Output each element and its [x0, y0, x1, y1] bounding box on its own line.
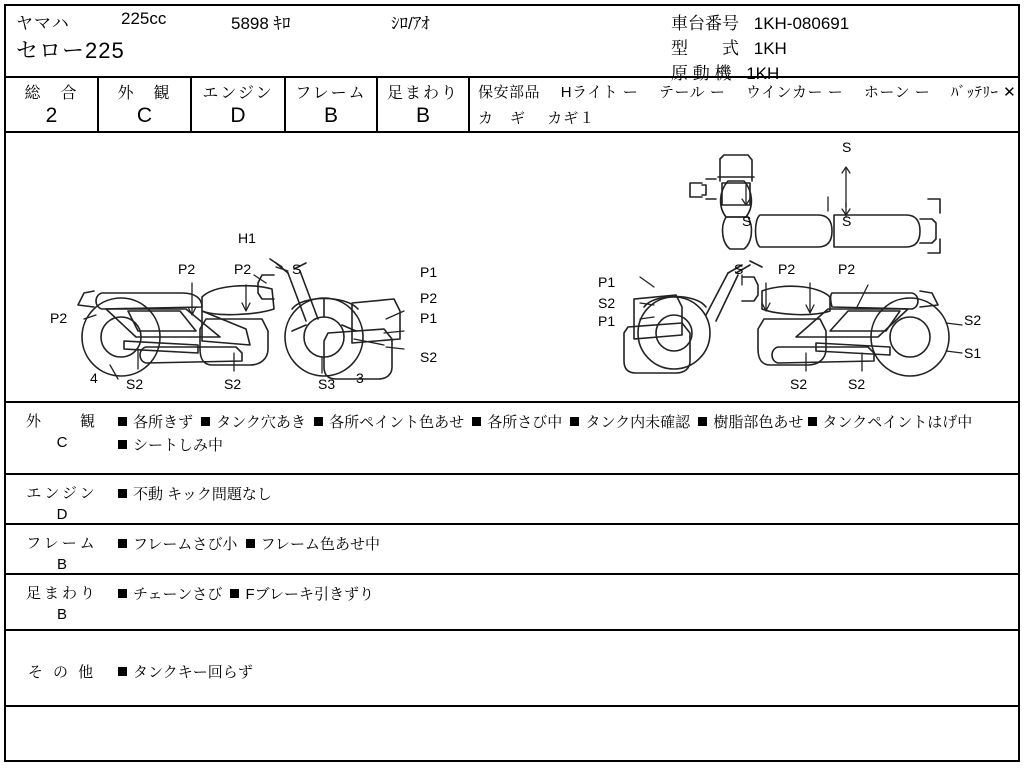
- condition-label-engine: [6, 475, 118, 523]
- diagram-label-r-p2-b: P2: [838, 261, 856, 277]
- bullet-square-icon: [118, 489, 127, 498]
- condition-grade-appearance: C: [56, 434, 68, 451]
- condition-grade-engine: D: [56, 506, 68, 523]
- bullet-square-icon: [570, 417, 579, 426]
- bullet-square-icon: [118, 440, 127, 449]
- safety-item-winker-mark: ー: [827, 84, 844, 101]
- diagram-label-r-p1-a: P1: [598, 274, 616, 290]
- bullet-square-icon: [472, 417, 481, 426]
- key-row: [478, 107, 1018, 128]
- diagram-label-r-s2-c: S2: [790, 376, 808, 392]
- diagram-label-r-s: S: [734, 261, 744, 277]
- grade-value-legs: B: [415, 104, 430, 127]
- diagram-label-r-s1: S1: [964, 345, 982, 361]
- condition-text-engine: [118, 475, 1018, 523]
- body-color: ｼﾛ/ｱｵ: [391, 14, 430, 33]
- diagram-label-p1-a: P1: [420, 264, 438, 280]
- left-side-rear-box: [324, 299, 400, 379]
- key-label: カ ギ: [478, 110, 527, 127]
- condition-label-legs: [6, 575, 118, 629]
- maker-name: ヤマハ: [16, 14, 70, 33]
- bullet-square-icon: [230, 589, 239, 598]
- diagram-label-p2-b: P2: [234, 261, 252, 277]
- condition-label-blank: [6, 707, 118, 760]
- diagram-label-h1: H1: [238, 230, 256, 246]
- condition-grade-legs: B: [56, 606, 67, 623]
- diagram-label-s2-b: S2: [126, 376, 144, 392]
- diagram-label-p1-b: P1: [420, 310, 438, 326]
- cond-item: フレーム色あせ中: [260, 536, 380, 553]
- grade-row: [6, 78, 1018, 133]
- diagram-label-top-s-b: S: [742, 213, 752, 229]
- safety-item-headlight-mark: ー: [622, 84, 639, 101]
- diagram-label-r-s2-a: S2: [598, 295, 616, 311]
- grade-cell-legs: [378, 78, 470, 131]
- cond-item: シートしみ中: [133, 437, 224, 455]
- grade-value-frame: B: [323, 104, 338, 127]
- cond-item: 各所ペイント色あせ: [329, 414, 465, 431]
- condition-text-appearance: [118, 403, 1018, 473]
- cond-item: タンク内未確認: [585, 414, 691, 431]
- condition-label-engine-text: エンジン: [26, 485, 98, 502]
- condition-label-appearance-text: 外 観: [25, 413, 98, 430]
- type-label: 型 式: [671, 39, 739, 58]
- right-side-motorcycle: [624, 261, 949, 376]
- diagram-label-p2-d: P2: [420, 290, 438, 306]
- diagram-label-4: 4: [90, 370, 98, 386]
- diagram-label-r-s2-b: S2: [964, 312, 982, 328]
- cond-item: タンク穴あき: [216, 414, 306, 431]
- safety-item-battery-mark: ✕: [1003, 84, 1017, 101]
- type-row: [671, 34, 787, 59]
- condition-label-frame: [6, 525, 118, 573]
- safety-parts-cell: [470, 78, 1018, 131]
- chassis-number-row: [671, 9, 849, 34]
- grade-cell-engine: [192, 78, 286, 131]
- cond-item: チェーンさび: [133, 586, 223, 603]
- diagram-svg: [6, 133, 1018, 399]
- diagram-label-s2-c: S2: [224, 376, 242, 392]
- bullet-square-icon: [698, 417, 707, 426]
- grade-cell-frame: [286, 78, 378, 131]
- cond-item: 不動 キック問題なし: [133, 486, 272, 503]
- cond-item: フレームさび小: [133, 536, 238, 553]
- header-left: [6, 6, 656, 76]
- top-view-arrows: [742, 167, 850, 217]
- grade-label-total: 総 合: [24, 85, 79, 102]
- bullet-square-icon: [246, 539, 255, 548]
- left-side-motorcycle: [78, 259, 363, 376]
- condition-row-legs: [6, 575, 1018, 631]
- diagram-label-r-p2-a: P2: [778, 261, 796, 277]
- type-value: 1KH: [753, 39, 787, 58]
- grade-value-engine: D: [230, 104, 246, 127]
- header-right: [661, 6, 1021, 83]
- safety-item-headlight-name: Hライト: [560, 84, 619, 101]
- grade-cell-appearance: [99, 78, 192, 131]
- condition-row-frame: [6, 525, 1018, 575]
- condition-row-appearance: [6, 403, 1018, 475]
- diagram-label-3: 3: [356, 370, 364, 386]
- engine-value: 1KH: [746, 64, 780, 83]
- diagram-label-top-s-c: S: [842, 213, 852, 229]
- top-view-motorcycle: [690, 155, 940, 253]
- bullet-square-icon: [118, 539, 127, 548]
- diagram-label-p2-a: P2: [178, 261, 196, 277]
- grade-cell-total: [6, 78, 99, 131]
- condition-text-legs: [118, 575, 1018, 629]
- cond-item: 樹脂部色あせ: [713, 414, 804, 431]
- condition-label-appearance: [6, 403, 118, 473]
- diagram-label-p2-c: P2: [50, 310, 68, 326]
- grade-label-appearance: 外 観: [117, 85, 172, 102]
- diagram-label-r-p1-b: P1: [598, 313, 616, 329]
- diagram-label-r-s2-d: S2: [848, 376, 866, 392]
- bullet-square-icon: [201, 417, 210, 426]
- bullet-square-icon: [808, 417, 817, 426]
- cond-item: タンクペイントはげ中: [822, 414, 973, 431]
- cond-item: Fブレーキ引きずり: [245, 586, 375, 603]
- condition-label-frame-text: フレーム: [26, 535, 98, 552]
- model-name: セロー225: [16, 38, 125, 63]
- safety-item-horn-name: ホーン: [863, 84, 911, 101]
- condition-text-other: [118, 631, 1018, 705]
- grade-label-frame: フレーム: [295, 85, 367, 102]
- diagram-label-s3: S3: [318, 376, 336, 392]
- condition-label-other: [6, 631, 118, 705]
- grade-label-legs: 足まわり: [386, 85, 459, 102]
- inspection-sheet: [4, 4, 1020, 762]
- header: [6, 6, 1018, 83]
- condition-row-other: [6, 631, 1018, 707]
- condition-text-blank: [118, 707, 1018, 760]
- safety-item-taillight-mark: ー: [709, 84, 726, 101]
- condition-table: [6, 403, 1018, 760]
- safety-item-horn-mark: ー: [914, 84, 931, 101]
- diagram-label-top-s-a: S: [842, 139, 852, 155]
- grade-label-engine: エンジン: [202, 85, 274, 102]
- condition-text-frame: [118, 525, 1018, 573]
- grade-value-total: 2: [45, 104, 58, 127]
- bullet-square-icon: [314, 417, 323, 426]
- cond-item: 各所きず: [133, 414, 194, 431]
- condition-label-other-text: そ の 他: [27, 664, 97, 681]
- bullet-square-icon: [118, 589, 127, 598]
- cond-item: 各所さび中: [487, 414, 563, 431]
- condition-row-engine: [6, 475, 1018, 525]
- grade-value-appearance: C: [136, 104, 153, 127]
- cond-item: タンクキー回らず: [133, 664, 253, 681]
- damage-diagram: [6, 133, 1018, 403]
- condition-grade-frame: B: [56, 556, 67, 573]
- chassis-number-value: 1KH-080691: [753, 14, 850, 33]
- bullet-square-icon: [118, 667, 127, 676]
- key-value: カギ１: [547, 110, 596, 127]
- left-side-arrows: [84, 267, 404, 379]
- safety-parts-title: 保安部品: [478, 84, 541, 101]
- safety-item-battery-name: ﾊﾞｯﾃﾘｰ: [950, 84, 999, 101]
- safety-item-winker-name: ウインカー: [746, 84, 824, 101]
- engine-row: [671, 59, 779, 84]
- diagram-label-s2-a: S2: [420, 349, 438, 365]
- displacement: 225cc: [121, 9, 167, 28]
- condition-label-legs-text: 足まわり: [25, 585, 98, 602]
- safety-item-taillight-name: テール: [658, 84, 706, 101]
- chassis-number-label: 車台番号: [671, 14, 739, 33]
- engine-label: 原 動 機: [671, 64, 732, 83]
- safety-parts-row: [478, 81, 1018, 102]
- mileage: 5898 ｷﾛ: [231, 14, 291, 33]
- condition-row-blank: [6, 707, 1018, 760]
- bullet-square-icon: [118, 417, 127, 426]
- diagram-label-s-a: S: [292, 261, 302, 277]
